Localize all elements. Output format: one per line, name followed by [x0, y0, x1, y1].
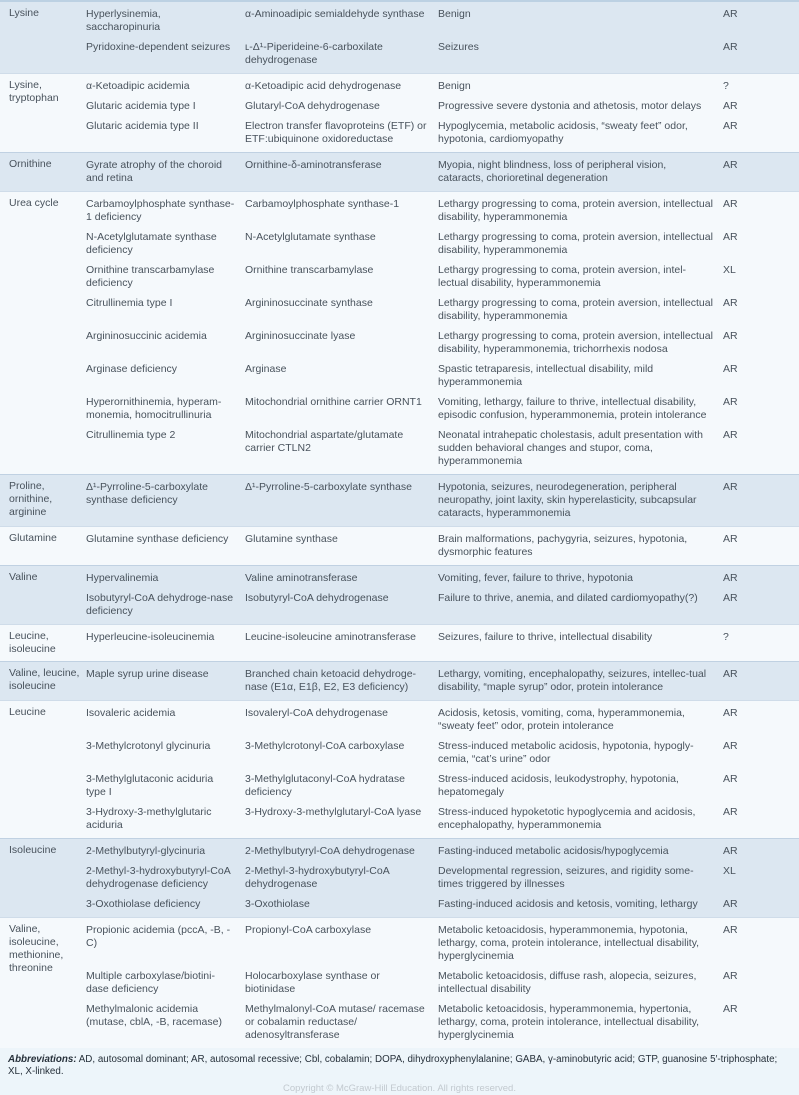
amino-acid-cell: Urea cycle [9, 197, 59, 209]
clinical-features-cell: Stress-induced acidosis, leukodystrophy, hypotonia, hepatomegaly [438, 772, 679, 798]
table-row-group [0, 191, 799, 474]
disorder-rows [86, 662, 799, 700]
inheritance-cell: AR [723, 296, 738, 309]
table-row [86, 227, 799, 260]
inheritance-cell: XL [723, 263, 736, 276]
copyright-line: Copyright © McGraw-Hill Education. All rights reserved. [283, 1083, 516, 1094]
table-row-group [0, 838, 799, 917]
clinical-features-cell: Stress-induced hypoketotic hypoglycemia and acidosis, encephalopathy, hyperammonemia [438, 805, 696, 831]
table-row [86, 841, 799, 861]
table-row [86, 96, 799, 116]
enzyme-cell: Isovaleryl-CoA dehydrogenase [245, 706, 389, 719]
clinical-features-cell: Vomiting, lethargy, failure to thrive, intellectual disability, episodic confusion, hyperammonemia, protein intolerance [438, 395, 707, 421]
disease-cell: Glutaric acidemia type II [86, 119, 199, 132]
table-row [86, 966, 799, 999]
clinical-features-cell: Hypotonia, seizures, neurodegeneration, peripheral neuropathy, joint laxity, skin hyperelasticity, subcapsular cataracts, hyperammonemia [438, 480, 697, 519]
disease-cell: Δ¹-Pyrroline-5-carboxylate synthase deficiency [86, 480, 208, 506]
inheritance-cell: AR [723, 197, 738, 210]
table-row [86, 155, 799, 188]
disease-cell: 2-Methyl-3-hydroxybutyryl-CoA dehydrogenase deficiency [86, 864, 231, 890]
amino-acid-cell: Leucine [9, 706, 46, 718]
inheritance-cell: AR [723, 480, 738, 493]
enzyme-cell: Arginase [245, 362, 287, 375]
enzyme-cell: Mitochondrial aspartate/glutamate carrier CTLN2 [245, 428, 404, 454]
table-row [86, 194, 799, 227]
disorder-rows [86, 566, 799, 624]
enzyme-cell: Branched chain ketoacid dehydroge-nase (E1α, E1β, E2, E3 deficiency) [245, 667, 417, 693]
disease-cell: Multiple carboxylase/biotini-dase deficiency [86, 969, 215, 995]
enzyme-cell: Methylmalonyl-CoA mutase/ racemase or cobalamin reductase/ adenosyltransferase [245, 1002, 425, 1041]
table-row [86, 477, 799, 523]
enzyme-cell: Ornithine transcarbamylase [245, 263, 374, 276]
clinical-features-cell: Failure to thrive, anemia, and dilated cardiomyopathy(?) [438, 591, 698, 604]
inheritance-cell: AR [723, 844, 738, 857]
enzyme-cell: Mitochondrial ornithine carrier ORNT1 [245, 395, 422, 408]
disease-cell: Hypervalinemia [86, 571, 159, 584]
disease-cell: Citrullinemia type I [86, 296, 173, 309]
table-row [86, 359, 799, 392]
inheritance-cell: AR [723, 1002, 738, 1015]
enzyme-cell: Electron transfer flavoproteins (ETF) or ETF:ubiquinone oxidoreductase [245, 119, 427, 145]
enzyme-cell: 3-Methylcrotonyl-CoA carboxylase [245, 739, 405, 752]
table-row-group [0, 661, 799, 700]
disorder-rows [86, 701, 799, 838]
inheritance-cell: AR [723, 428, 738, 441]
table-row-group [0, 565, 799, 624]
clinical-features-cell: Developmental regression, seizures, and rigidity some-times triggered by illnesses [438, 864, 694, 890]
disease-cell: α-Ketoadipic acidemia [86, 79, 190, 92]
clinical-features-cell: Lethargy progressing to coma, protein aversion, intellectual disability, hyperammonemia, trichorrhexis nodosa [438, 329, 713, 355]
table-row [86, 37, 799, 70]
disease-cell: Carbamoylphosphate synthase-1 deficiency [86, 197, 235, 223]
disease-cell: 2-Methylbutyryl-glycinuria [86, 844, 206, 857]
table-row-group [0, 917, 799, 1048]
clinical-features-cell: Seizures [438, 40, 479, 53]
enzyme-cell: Argininosuccinate lyase [245, 329, 356, 342]
amino-acid-cell: Valine [9, 571, 38, 583]
table-row [86, 861, 799, 894]
table-row-group [0, 152, 799, 191]
table-row [86, 4, 799, 37]
clinical-features-cell: Neonatal intrahepatic cholestasis, adult presentation with sudden behavioral changes and stupor, coma, hyperammonemia [438, 428, 703, 467]
inheritance-cell: AR [723, 772, 738, 785]
footnote-text: AD, autosomal dominant; AR, autosomal recessive; Cbl, cobalamin; DOPA, dihydroxyphenylalanine; GABA, γ-aminobutyric acid; GTP, guanosine 5′-triphosphate; XL, X-linked. [8, 1054, 778, 1077]
disease-cell: Gyrate atrophy of the choroid and retina [86, 158, 222, 184]
table-row [86, 664, 799, 697]
clinical-features-cell: Vomiting, fever, failure to thrive, hypotonia [438, 571, 633, 584]
disease-cell: Glutamine synthase deficiency [86, 532, 229, 545]
table-row [86, 627, 799, 647]
disease-cell: Hyperleucine-isoleucinemia [86, 630, 215, 643]
table-row [86, 392, 799, 425]
disease-cell: Glutaric acidemia type I [86, 99, 196, 112]
clinical-features-cell: Fasting-induced metabolic acidosis/hypoglycemia [438, 844, 669, 857]
table-row [86, 736, 799, 769]
enzyme-cell: 3-Oxothiolase [245, 897, 310, 910]
clinical-features-cell: Lethargy, vomiting, encephalopathy, seizures, intellec-tual disability, “maple syrup” odor, protein intolerance [438, 667, 707, 693]
inheritance-cell: AR [723, 805, 738, 818]
disease-cell: Isobutyryl-CoA dehydroge-nase deficiency [86, 591, 234, 617]
inheritance-cell: AR [723, 362, 738, 375]
disease-cell: Ornithine transcarbamylase deficiency [86, 263, 215, 289]
disorder-rows [86, 192, 799, 474]
clinical-features-cell: Brain malformations, pachygyria, seizures, hypotonia, dysmorphic features [438, 532, 688, 558]
disease-cell: 3-Hydroxy-3-methylglutaric aciduria [86, 805, 212, 831]
enzyme-cell: Leucine-isoleucine aminotransferase [245, 630, 417, 643]
enzyme-cell: Carbamoylphosphate synthase-1 [245, 197, 400, 210]
clinical-features-cell: Myopia, night blindness, loss of peripheral vision, cataracts, chorioretinal degeneration [438, 158, 667, 184]
disease-cell: 3-Oxothiolase deficiency [86, 897, 201, 910]
clinical-features-cell: Metabolic ketoacidosis, hyperammonemia, hypotonia, lethargy, coma, protein intolerance, intellectual disability, hyperglycinemia [438, 923, 700, 962]
disease-cell: N-Acetylglutamate synthase deficiency [86, 230, 217, 256]
clinical-features-cell: Metabolic ketoacidosis, hyperammonemia, hypertonia, lethargy, coma, protein intolerance, intellectual disability, hyperglycinemia [438, 1002, 700, 1041]
clinical-features-cell: Hypoglycemia, metabolic acidosis, “sweaty feet” odor, hypotonia, cardiomyopathy [438, 119, 688, 145]
table-row-group [0, 0, 799, 73]
table-row [86, 425, 799, 471]
inheritance-cell: AR [723, 7, 738, 20]
clinical-features-cell: Spastic tetraparesis, intellectual disability, mild hyperammonemia [438, 362, 654, 388]
disorder-rows [86, 475, 799, 526]
enzyme-cell: N-Acetylglutamate synthase [245, 230, 376, 243]
inheritance-cell: AR [723, 230, 738, 243]
inheritance-cell: XL [723, 864, 736, 877]
inheritance-cell: AR [723, 591, 738, 604]
table-row [86, 920, 799, 966]
disorder-rows [86, 74, 799, 152]
table-row-group [0, 73, 799, 152]
table-row [86, 76, 799, 96]
inheritance-cell: AR [723, 532, 738, 545]
amino-acid-cell: Proline, ornithine, arginine [9, 480, 53, 518]
inheritance-cell: AR [723, 969, 738, 982]
enzyme-cell: Ornithine-δ-aminotransferase [245, 158, 382, 171]
table-row [86, 116, 799, 149]
enzyme-cell: Glutamine synthase [245, 532, 338, 545]
inheritance-cell: AR [723, 706, 738, 719]
disease-cell: 3-Methylglutaconic aciduria type I [86, 772, 214, 798]
inheritance-cell: ? [723, 630, 729, 643]
enzyme-cell: 2-Methyl-3-hydroxybutyryl-CoA dehydrogenase [245, 864, 390, 890]
enzyme-cell: Isobutyryl-CoA dehydrogenase [245, 591, 389, 604]
amino-acid-cell: Lysine [9, 7, 39, 19]
inheritance-cell: AR [723, 667, 738, 680]
enzyme-cell: Δ¹-Pyrroline-5-carboxylate synthase [245, 480, 412, 493]
disease-cell: Hyperornithinemia, hyperam-monemia, homocitrullinuria [86, 395, 222, 421]
disorder-rows [86, 918, 799, 1048]
enzyme-cell: α-Ketoadipic acid dehydrogenase [245, 79, 402, 92]
table-row [86, 769, 799, 802]
inheritance-cell: AR [723, 395, 738, 408]
inheritance-cell: AR [723, 99, 738, 112]
disorder-rows [86, 625, 799, 661]
inheritance-cell: AR [723, 739, 738, 752]
enzyme-cell: Propionyl-CoA carboxylase [245, 923, 372, 936]
footnote-label: Abbreviations: [8, 1054, 77, 1065]
enzyme-cell: Holocarboxylase synthase or biotinidase [245, 969, 380, 995]
table-row [86, 588, 799, 621]
table-row [86, 703, 799, 736]
clinical-features-cell: Lethargy progressing to coma, protein aversion, intellectual disability, hyperammonemia [438, 296, 713, 322]
clinical-features-cell: Stress-induced metabolic acidosis, hypotonia, hypogly-cemia, “cat’s urine” odor [438, 739, 694, 765]
enzyme-cell: 2-Methylbutyryl-CoA dehydrogenase [245, 844, 415, 857]
clinical-features-cell: Seizures, failure to thrive, intellectual disability [438, 630, 653, 643]
disease-cell: 3-Methylcrotonyl glycinuria [86, 739, 211, 752]
table-row-group [0, 624, 799, 661]
amino-acid-cell: Valine, leucine, isoleucine [9, 667, 80, 692]
inheritance-cell: AR [723, 571, 738, 584]
table-row [86, 568, 799, 588]
enzyme-cell: Argininosuccinate synthase [245, 296, 373, 309]
inheritance-cell: ? [723, 79, 729, 92]
disease-cell: Citrullinemia type 2 [86, 428, 176, 441]
disease-cell: Maple syrup urine disease [86, 667, 209, 680]
inheritance-cell: AR [723, 897, 738, 910]
table-row-group [0, 700, 799, 838]
inheritance-cell: AR [723, 329, 738, 342]
inheritance-cell: AR [723, 158, 738, 171]
amino-acid-cell: Ornithine [9, 158, 52, 170]
amino-acid-cell: Valine, isoleucine, methionine, threonine [9, 923, 64, 974]
table-row [86, 529, 799, 562]
enzyme-cell: 3-Hydroxy-3-methylglutaryl-CoA lyase [245, 805, 422, 818]
clinical-features-cell: Benign [438, 7, 471, 20]
clinical-features-cell: Lethargy progressing to coma, protein aversion, intel-lectual disability, hyperammonemia [438, 263, 687, 289]
enzyme-cell: 3-Methylglutaconyl-CoA hydratase deficiency [245, 772, 405, 798]
clinical-features-cell: Metabolic ketoacidosis, diffuse rash, alopecia, seizures, intellectual disability [438, 969, 697, 995]
disease-cell: Methylmalonic acidemia (mutase, cblA, -B, racemase) [86, 1002, 222, 1028]
amino-acid-cell: Isoleucine [9, 844, 57, 856]
clinical-features-cell: Benign [438, 79, 471, 92]
enzyme-cell: ʟ-Δ¹-Piperideine-6-carboxilate dehydrogenase [245, 40, 383, 66]
table-row [86, 260, 799, 293]
disorder-rows [86, 839, 799, 917]
enzyme-cell: Valine aminotransferase [245, 571, 358, 584]
disease-cell: Argininosuccinic acidemia [86, 329, 207, 342]
table-row [86, 326, 799, 359]
clinical-features-cell: Progressive severe dystonia and athetosis, motor delays [438, 99, 702, 112]
disorder-rows [86, 2, 799, 73]
clinical-features-cell: Lethargy progressing to coma, protein aversion, intellectual disability, hyperammonemia [438, 230, 713, 256]
disease-cell: Propionic acidemia (pccA, -B, -C) [86, 923, 231, 949]
inheritance-cell: AR [723, 923, 738, 936]
disorder-rows [86, 527, 799, 565]
table-row-group [0, 526, 799, 565]
inheritance-cell: AR [723, 119, 738, 132]
amino-acid-cell: Lysine, tryptophan [9, 79, 59, 104]
table-row [86, 802, 799, 835]
amino-acid-cell: Leucine, isoleucine [9, 630, 56, 655]
clinical-features-cell: Lethargy progressing to coma, protein aversion, intellectual disability, hyperammonemia [438, 197, 713, 223]
table-row-group [0, 474, 799, 526]
disease-cell: Isovaleric acidemia [86, 706, 176, 719]
inheritance-cell: AR [723, 40, 738, 53]
disease-cell: Arginase deficiency [86, 362, 178, 375]
footnote [0, 1048, 799, 1078]
disease-cell: Hyperlysinemia, saccharopinuria [86, 7, 161, 33]
table-row [86, 999, 799, 1045]
clinical-features-cell: Acidosis, ketosis, vomiting, coma, hyperammonemia, “sweaty feet” odor, protein intolerance [438, 706, 685, 732]
amino-acid-cell: Glutamine [9, 532, 57, 544]
disorder-rows [86, 153, 799, 191]
enzyme-cell: Glutaryl-CoA dehydrogenase [245, 99, 380, 112]
enzyme-cell: α-Aminoadipic semialdehyde synthase [245, 7, 425, 20]
table-row [86, 293, 799, 326]
disease-cell: Pyridoxine-dependent seizures [86, 40, 231, 53]
table-row [86, 894, 799, 914]
clinical-features-cell: Fasting-induced acidosis and ketosis, vomiting, lethargy [438, 897, 698, 910]
